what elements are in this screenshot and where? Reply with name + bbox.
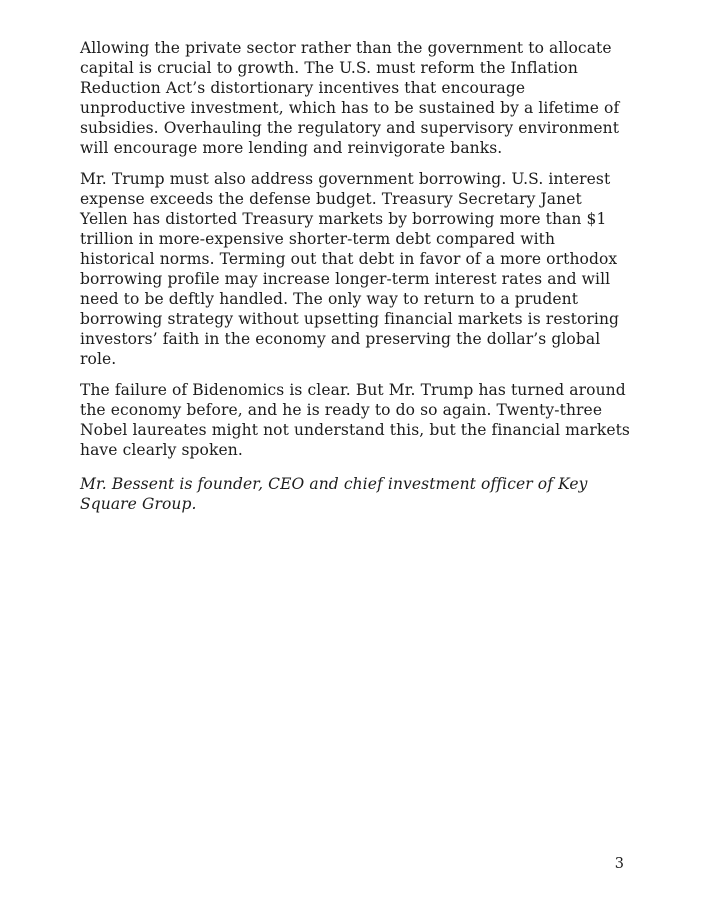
paragraph: Allowing the private sector rather than the government to allocate capital is crucial to growth. The U.S. must reform the Inflation Reduction Act’s distortionary incentives that encourage unproductive investment, which has to be sustained by a lifetime of subsidies. Overhauling the regulatory and supervisory environment will encourage more lending and reinvigorate banks.: [80, 39, 620, 157]
article-text-block: [80, 38, 630, 525]
paragraph: Mr. Trump must also address government borrowing. U.S. interest expense exceeds the defense budget. Treasury Secretary Janet Yellen has distorted Treasury markets by borrowing more than $1 trillion in more-expensive shorter-term debt compared with historical norms. Terming out that debt in favor of a more orthodox borrowing profile may increase longer-term interest rates and will need to be deftly handled. The only way to return to a prudent borrowing strategy without upsetting financial markets is restoring investors’ faith in the economy and preserving the dollar’s global role.: [80, 170, 620, 368]
paragraph: The failure of Bidenomics is clear. But Mr. Trump has turned around the economy before, and he is ready to do so again. Twenty-three Nobel laureates might not understand this, but the financial markets have clearly spoken.: [80, 381, 630, 459]
author-bio: Mr. Bessent is founder, CEO and chief investment officer of Key Square Group.: [80, 475, 588, 513]
page-number: 3: [614, 856, 624, 872]
